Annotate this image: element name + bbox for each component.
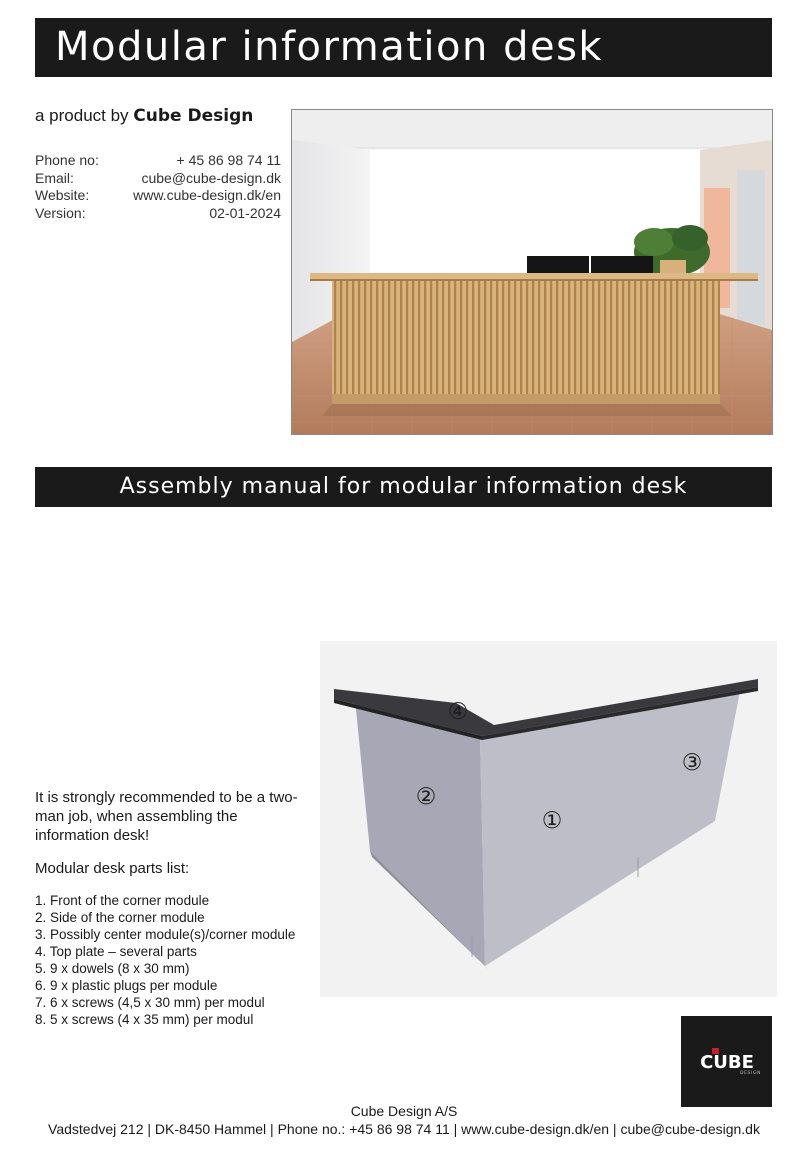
- logo-mark: [681, 1016, 772, 1107]
- contact-value: + 45 86 98 74 11: [176, 152, 281, 168]
- page-title: Modular information desk: [55, 24, 604, 70]
- diagram-label-3: ③: [681, 750, 703, 776]
- product-photo: [291, 109, 773, 435]
- reception-desk-image: [292, 110, 772, 434]
- list-item: 2. Side of the corner module: [35, 910, 205, 925]
- tagline-prefix: a product by: [35, 106, 134, 125]
- list-item: 4. Top plate – several parts: [35, 944, 197, 959]
- contact-value: 02-01-2024: [209, 204, 281, 221]
- footer-details: Vadstedvej 212 | DK-8450 Hammel | Phone no.: +45 86 98 74 11 | www.cube-design.dk/en | cube@cube-design.dk: [48, 1121, 760, 1137]
- diagram-label-4: ④: [447, 699, 469, 725]
- list-item: 5. 9 x dowels (8 x 30 mm): [35, 961, 190, 976]
- brand-name: Cube Design: [133, 106, 254, 126]
- parts-list: [35, 892, 315, 1028]
- logo-brand: CUBE: [700, 1052, 754, 1073]
- contact-label: Email:: [35, 169, 74, 186]
- tagline: [35, 106, 253, 126]
- desk-diagram: [320, 641, 777, 997]
- cube-logo: [681, 1016, 772, 1107]
- contact-row-email: [35, 170, 281, 188]
- logo-sub: DESIGN: [740, 1071, 761, 1076]
- contact-row-website: [35, 187, 281, 205]
- contact-label: Version:: [35, 204, 86, 221]
- contact-value: www.cube-design.dk/en: [133, 187, 281, 203]
- section-title: Assembly manual for modular information desk: [119, 474, 688, 499]
- contact-label: Website:: [35, 187, 90, 203]
- list-item: 6. 9 x plastic plugs per module: [35, 978, 218, 993]
- list-item: 7. 6 x screws (4,5 x 30 mm) per modul: [35, 995, 265, 1010]
- desk-module-illustration: [320, 641, 777, 997]
- subtitle-banner: [35, 467, 772, 507]
- footer-company: Cube Design A/S: [350, 1103, 458, 1119]
- list-item: 3. Possibly center module(s)/corner module: [35, 927, 296, 942]
- contact-label: Phone no:: [35, 152, 99, 168]
- contact-info: [35, 152, 281, 222]
- contact-row-version: [35, 205, 281, 223]
- contact-value: cube@cube-design.dk: [141, 169, 281, 186]
- parts-heading: Modular desk parts list:: [35, 860, 190, 877]
- diagram-label-2: ②: [415, 784, 437, 810]
- recommendation-text: It is strongly recommended to be a two-man job, when assembling the information desk!: [35, 789, 298, 844]
- list-item: 8. 5 x screws (4 x 35 mm) per modul: [35, 1012, 254, 1027]
- diagram-label-1: ①: [541, 808, 563, 834]
- list-item: 1. Front of the corner module: [35, 893, 210, 908]
- title-banner: [35, 18, 772, 77]
- instructions: [35, 788, 315, 1028]
- contact-row-phone: [35, 152, 281, 170]
